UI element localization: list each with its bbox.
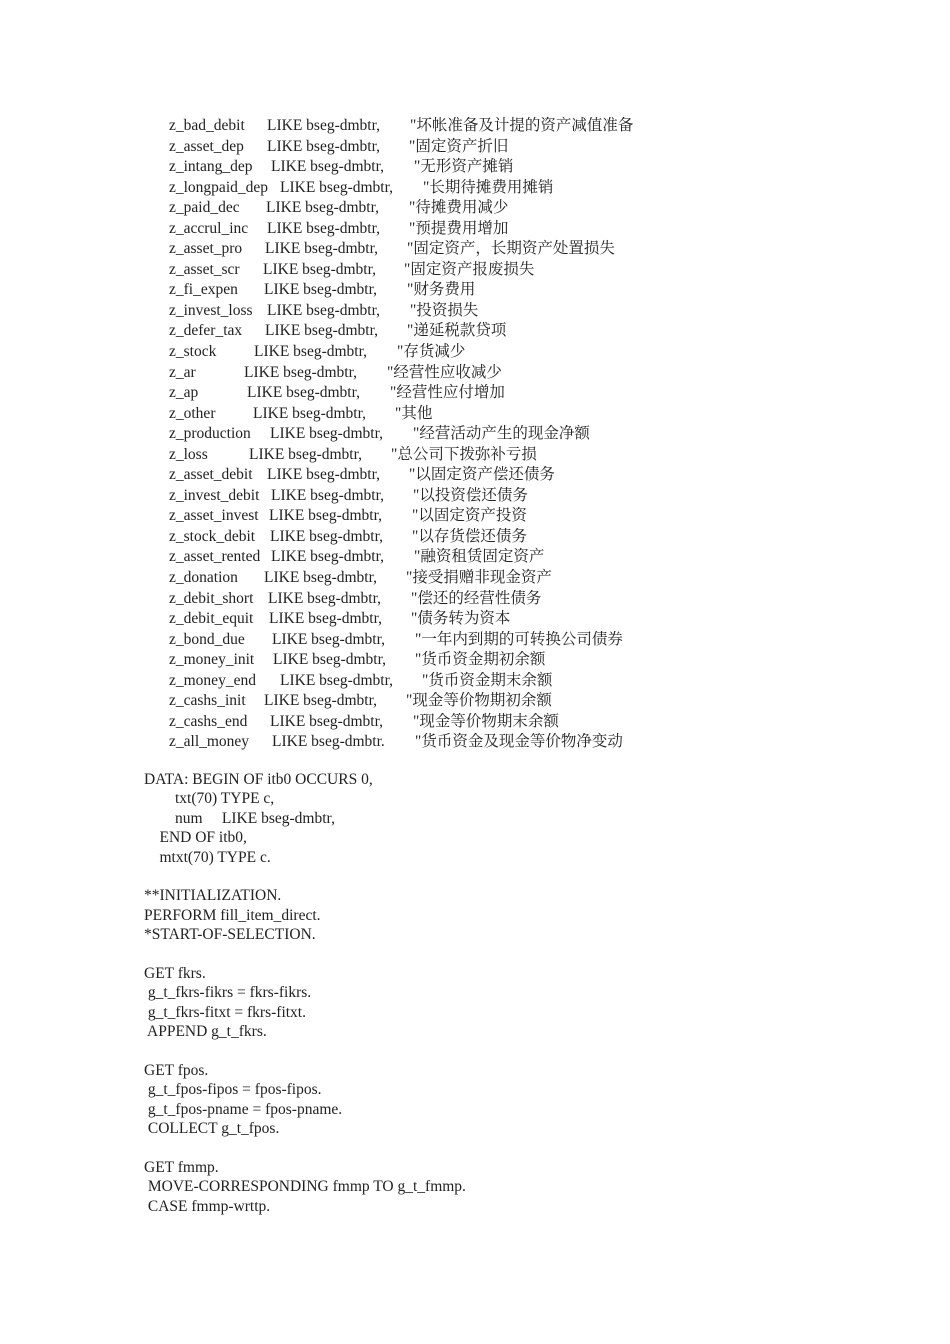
code-line: g_t_fkrs-fitxt = fkrs-fitxt. bbox=[144, 1003, 306, 1021]
variable-type: LIKE bseg-dmbtr, bbox=[264, 569, 378, 587]
variable-name: z_cashs_end bbox=[169, 712, 248, 730]
variable-comment: "债务转为资本 bbox=[411, 610, 511, 628]
variable-type: LIKE bseg-dmbtr, bbox=[253, 404, 367, 422]
variable-name: z_asset_invest bbox=[169, 507, 259, 525]
variable-comment: "固定资产报废损失 bbox=[404, 260, 535, 278]
variable-type: LIKE bseg-dmbtr, bbox=[254, 343, 368, 361]
variable-type: LIKE bseg-dmbtr, bbox=[267, 219, 381, 237]
variable-comment: "货币资金及现金等价物净变动 bbox=[415, 733, 623, 751]
variable-comment: "现金等价物期初余额 bbox=[406, 692, 552, 710]
variable-type: LIKE bseg-dmbtr. bbox=[272, 733, 385, 751]
variable-comment: "投资损失 bbox=[410, 301, 479, 319]
code-listing bbox=[144, 770, 466, 1216]
code-line bbox=[144, 1138, 466, 1157]
variable-type: LIKE bseg-dmbtr, bbox=[273, 651, 387, 669]
variable-name: z_cashs_init bbox=[169, 692, 246, 710]
variable-type: LIKE bseg-dmbtr, bbox=[264, 281, 378, 299]
variable-comment: "递延税款贷项 bbox=[407, 322, 507, 340]
variable-type: LIKE bseg-dmbtr, bbox=[265, 322, 379, 340]
variable-type: LIKE bseg-dmbtr, bbox=[270, 712, 384, 730]
code-line: mtxt(70) TYPE c. bbox=[144, 848, 271, 866]
variable-comment: "预提费用增加 bbox=[409, 219, 509, 237]
code-line: txt(70) TYPE c, bbox=[144, 790, 275, 808]
code-line bbox=[144, 945, 466, 964]
variable-comment: "接受捐赠非现金资产 bbox=[406, 569, 552, 587]
variable-type: LIKE bseg-dmbtr, bbox=[271, 486, 385, 504]
variable-name: z_debit_short bbox=[169, 589, 254, 607]
variable-comment: "固定资产折旧 bbox=[409, 137, 509, 155]
code-line: PERFORM fill_item_direct. bbox=[144, 906, 321, 924]
code-line: MOVE-CORRESPONDING fmmp TO g_t_fmmp. bbox=[144, 1178, 466, 1196]
variable-type: LIKE bseg-dmbtr, bbox=[263, 260, 377, 278]
variable-type: LIKE bseg-dmbtr, bbox=[271, 158, 385, 176]
variable-comment: "以投资偿还债务 bbox=[413, 486, 528, 504]
variable-name: z_stock bbox=[169, 343, 217, 361]
variable-name: z_asset_debit bbox=[169, 466, 253, 484]
variable-name: z_defer_tax bbox=[169, 322, 243, 340]
code-line: g_t_fpos-pname = fpos-pname. bbox=[144, 1100, 343, 1118]
variable-name: z_donation bbox=[169, 569, 238, 587]
variable-type: LIKE bseg-dmbtr, bbox=[269, 610, 383, 628]
code-line: GET fkrs. bbox=[144, 964, 206, 982]
variable-name: z_money_init bbox=[169, 651, 255, 669]
code-line: APPEND g_t_fkrs. bbox=[144, 1023, 267, 1041]
variable-name: z_debit_equit bbox=[169, 610, 254, 628]
variable-type: LIKE bseg-dmbtr, bbox=[244, 363, 358, 381]
variable-comment: "长期待摊费用摊销 bbox=[423, 178, 554, 196]
variable-type: LIKE bseg-dmbtr, bbox=[249, 445, 363, 463]
variable-comment: "存货减少 bbox=[397, 343, 466, 361]
code-line: g_t_fkrs-fikrs = fkrs-fikrs. bbox=[144, 984, 312, 1002]
variable-name: z_loss bbox=[169, 445, 208, 463]
variable-comment: "经营活动产生的现金净额 bbox=[413, 425, 590, 443]
variable-comment: "经营性应付增加 bbox=[390, 384, 505, 402]
variable-name: z_longpaid_dep bbox=[169, 178, 269, 196]
variable-type: LIKE bseg-dmbtr, bbox=[270, 527, 384, 545]
code-line: g_t_fpos-fipos = fpos-fipos. bbox=[144, 1081, 322, 1099]
variable-type: LIKE bseg-dmbtr, bbox=[272, 630, 386, 648]
variable-name: z_asset_scr bbox=[169, 260, 240, 278]
variable-type: LIKE bseg-dmbtr, bbox=[267, 137, 381, 155]
variable-name: z_all_money bbox=[169, 733, 250, 751]
variable-type: LIKE bseg-dmbtr, bbox=[267, 301, 381, 319]
code-line: END OF itb0, bbox=[144, 829, 247, 847]
variable-name: z_bond_due bbox=[169, 630, 245, 648]
variable-comment: "固定资产，长期资产处置损失 bbox=[407, 240, 615, 258]
variable-comment: "无形资产摊销 bbox=[414, 158, 514, 176]
variable-comment: "一年内到期的可转换公司债券 bbox=[415, 630, 623, 648]
variable-name: z_paid_dec bbox=[169, 199, 240, 217]
code-line bbox=[144, 867, 466, 886]
variable-comment: "货币资金期初余额 bbox=[415, 651, 546, 669]
variable-name: z_asset_dep bbox=[169, 137, 244, 155]
variable-name: z_intang_dep bbox=[169, 158, 253, 176]
code-line: DATA: BEGIN OF itb0 OCCURS 0, bbox=[144, 771, 373, 788]
variable-name: z_bad_debit bbox=[169, 117, 245, 134]
variable-name: z_ar bbox=[169, 363, 196, 381]
variable-name: z_other bbox=[169, 404, 216, 422]
variable-comment: "偿还的经营性债务 bbox=[411, 589, 542, 607]
variable-type: LIKE bseg-dmbtr, bbox=[268, 589, 382, 607]
code-line: *START-OF-SELECTION. bbox=[144, 926, 316, 944]
variable-name: z_asset_rented bbox=[169, 548, 261, 566]
variable-comment: "总公司下拨弥补亏损 bbox=[391, 445, 537, 463]
variable-comment: "以固定资产投资 bbox=[412, 507, 527, 525]
variable-comment: "以存货偿还债务 bbox=[412, 527, 527, 545]
code-line: COLLECT g_t_fpos. bbox=[144, 1120, 280, 1138]
variable-comment: "坏帐准备及计提的资产减值准备 bbox=[410, 117, 634, 134]
variable-name: z_ap bbox=[169, 384, 199, 402]
code-line bbox=[144, 1041, 466, 1060]
variable-comment: "经营性应收减少 bbox=[387, 363, 502, 381]
code-line: GET fpos. bbox=[144, 1061, 209, 1079]
variable-comment: "财务费用 bbox=[407, 281, 476, 299]
variable-comment: "以固定资产偿还债务 bbox=[409, 466, 555, 484]
variable-comment: "待摊费用减少 bbox=[409, 199, 509, 217]
code-line: GET fmmp. bbox=[144, 1158, 219, 1176]
variable-type: LIKE bseg-dmbtr, bbox=[269, 507, 383, 525]
variable-name: z_accrul_inc bbox=[169, 219, 249, 237]
variable-type: LIKE bseg-dmbtr, bbox=[280, 671, 394, 689]
variable-name: z_asset_pro bbox=[169, 240, 243, 258]
variable-name: z_invest_debit bbox=[169, 486, 260, 504]
variable-type: LIKE bseg-dmbtr, bbox=[280, 178, 394, 196]
variable-type: LIKE bseg-dmbtr, bbox=[271, 548, 385, 566]
variable-comment: "现金等价物期末余额 bbox=[413, 712, 559, 730]
variable-type: LIKE bseg-dmbtr, bbox=[264, 692, 378, 710]
variable-type: LIKE bseg-dmbtr, bbox=[270, 425, 384, 443]
code-line: CASE fmmp-wrttp. bbox=[144, 1197, 271, 1215]
variable-name: z_production bbox=[169, 425, 251, 443]
variable-name: z_money_end bbox=[169, 671, 256, 689]
variable-type: LIKE bseg-dmbtr, bbox=[267, 117, 381, 134]
variable-comment: "货币资金期末余额 bbox=[422, 671, 553, 689]
code-line: num LIKE bseg-dmbtr, bbox=[144, 809, 335, 827]
variable-name: z_stock_debit bbox=[169, 527, 256, 545]
variable-comment: "融资租赁固定资产 bbox=[414, 548, 545, 566]
variable-name: z_invest_loss bbox=[169, 301, 253, 319]
code-line: **INITIALIZATION. bbox=[144, 887, 282, 905]
variable-type: LIKE bseg-dmbtr, bbox=[247, 384, 361, 402]
variable-comment: "其他 bbox=[395, 404, 433, 422]
variable-type: LIKE bseg-dmbtr, bbox=[265, 240, 379, 258]
variable-name: z_fi_expen bbox=[169, 281, 238, 299]
variable-type: LIKE bseg-dmbtr, bbox=[267, 466, 381, 484]
variable-type: LIKE bseg-dmbtr, bbox=[266, 199, 380, 217]
